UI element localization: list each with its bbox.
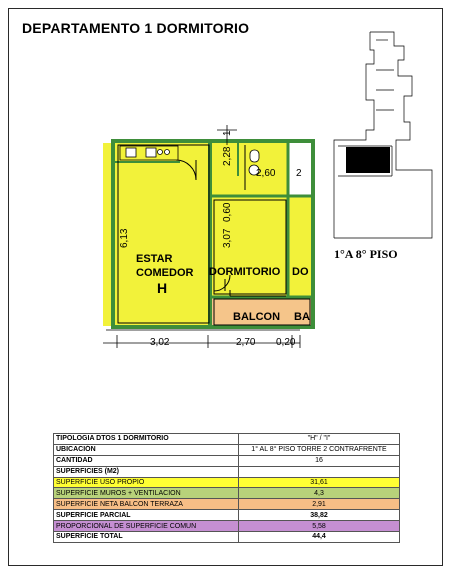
unit-letter: H [157, 280, 168, 296]
balcony-cut-label: BA [294, 311, 310, 323]
bedroom-label: DORMITORIO [209, 266, 281, 278]
table-cell-label: SUPERFICIE TOTAL [54, 532, 239, 543]
dim-bottom-living: 3,02 [150, 337, 170, 348]
table-row [54, 499, 400, 510]
table-row [54, 466, 400, 477]
table-row [54, 455, 400, 466]
table-row [54, 444, 400, 455]
key-plan-highlight [346, 147, 390, 173]
table-cell-label: SUPERFICIE MUROS + VENTILACION [54, 488, 239, 499]
stove [146, 148, 156, 157]
table-cell-value: 2,91 [239, 499, 400, 510]
dim-bath-height: 2,28 [222, 146, 233, 166]
table-cell-value: 38,82 [239, 510, 400, 521]
specs-table [53, 433, 400, 543]
dim-bedroom-height: 3,07 [222, 228, 233, 248]
table-cell-label: CANTIDAD [54, 455, 239, 466]
table-cell-value: 44,4 [239, 532, 400, 543]
table-cell-value: "H" / "I" [239, 434, 400, 445]
table-cell-value: 1° AL 8° PISO TORRE 2 CONTRAFRENTE [239, 444, 400, 455]
table-cell-label: SUPERFICIE NETA BALCON TERRAZA [54, 499, 239, 510]
dim-bottom-wall: 0,20 [276, 337, 296, 348]
balcony-label: BALCON [233, 311, 281, 323]
dim-bath-width: 2,60 [256, 168, 276, 179]
page-title: DEPARTAMENTO 1 DORMITORIO [22, 20, 250, 36]
table-cell-label: UBICACIÓN [54, 444, 239, 455]
table-cell-label: SUPERFICIE USO PROPIO [54, 477, 239, 488]
sink [126, 148, 136, 157]
table-cell-label: SUPERFICIES (M2) [54, 466, 239, 477]
table-cell-value: 5,58 [239, 521, 400, 532]
table-cell-label: PROPORCIONAL DE SUPERFICIE COMUN [54, 521, 239, 532]
dim-bath-cut: 2 [296, 168, 302, 179]
table-cell-label: TIPOLOGIA DTOS 1 DORMITORIO [54, 434, 239, 445]
dim-bedroom-gap: 0,60 [222, 202, 233, 222]
toilet [250, 150, 259, 162]
table-row [54, 477, 400, 488]
dining-label: COMEDOR [136, 267, 194, 279]
table-row [54, 488, 400, 499]
bedroom-cut-label: DO [292, 266, 309, 278]
table-row [54, 510, 400, 521]
table-cell-value: 16 [239, 455, 400, 466]
table-cell-label: SUPERFICIE PARCIAL [54, 510, 239, 521]
table-cell-value: 4,3 [239, 488, 400, 499]
location-label: 1°A 8° PISO [334, 247, 398, 261]
dim-bottom-bedroom: 2,70 [236, 337, 256, 348]
dim-living-height: 6,13 [119, 228, 130, 248]
key-plan [334, 32, 432, 238]
living-label: ESTAR [136, 253, 173, 265]
table-row [54, 521, 400, 532]
table-row [54, 532, 400, 543]
table-cell-value [239, 466, 400, 477]
table-cell-value: 31,61 [239, 477, 400, 488]
table-row [54, 434, 400, 445]
dim-top-mark: 1 [222, 130, 233, 136]
